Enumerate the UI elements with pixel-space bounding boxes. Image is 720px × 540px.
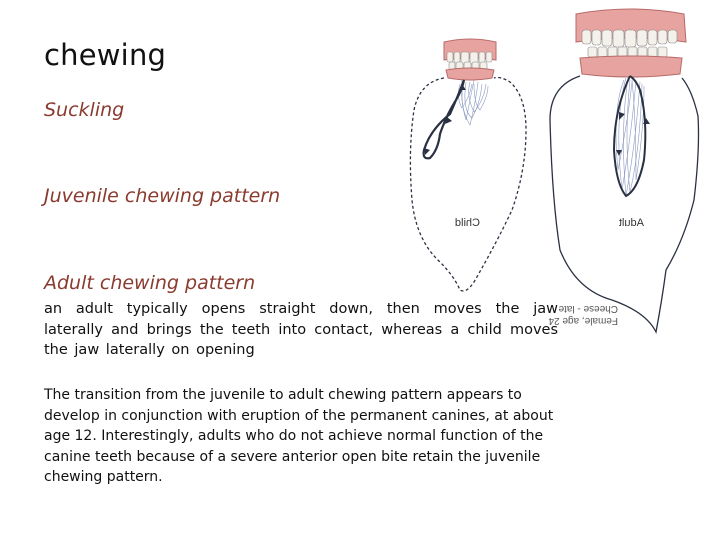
adult-label: Adult: [618, 217, 644, 229]
adult-jaw-drawing: [548, 9, 698, 332]
figure-caption-line2: Female, age 24: [548, 315, 618, 326]
chewing-pattern-figure: [400, 0, 720, 340]
heading-adult-chewing: Adult chewing pattern: [44, 272, 256, 294]
figure-caption-line1: Cheese - late: [558, 303, 618, 314]
chewing-pattern-illustration: [400, 0, 720, 340]
paragraph-adult-vs-child: an adult typically opens straight down, then moves the jaw laterally and brings the teeth into contact, whereas a child moves the jaw laterally on opening: [44, 301, 558, 358]
child-jaw-drawing: [410, 39, 526, 291]
child-label: Child: [454, 217, 480, 229]
heading-juvenile-chewing: Juvenile chewing pattern: [44, 185, 281, 207]
heading-suckling: Suckling: [44, 99, 125, 121]
paragraph-transition: The transition from the juvenile to adult chewing pattern appears to develop in conjunction with eruption of the permanent canines, at about age 12. Interestingly, adults who do not achieve normal function of the canine teeth because of a severe anterior open bite retain the juvenile chewing pattern.: [44, 387, 554, 485]
slide-title: chewing: [44, 38, 167, 72]
